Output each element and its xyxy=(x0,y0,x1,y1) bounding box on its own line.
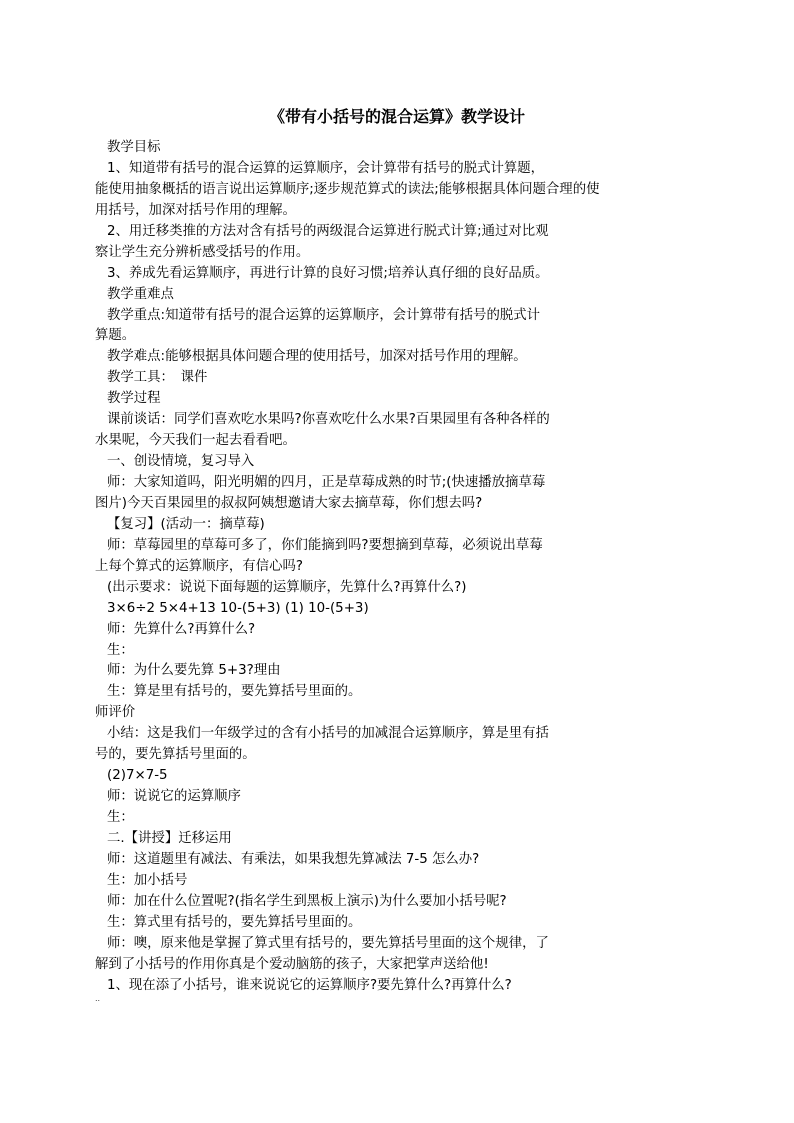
paragraph-line: 上每个算式的运算顺序，有信心吗? xyxy=(95,558,303,574)
paragraph-line: 能使用抽象概括的语言说出运算顺序;逐步规范算式的读法;能够根据具体问题合理的使 xyxy=(95,181,600,197)
paragraph-line: 师：先算什么?再算什么? xyxy=(107,621,256,637)
paragraph-line: 师：说说它的运算顺序 xyxy=(107,789,241,805)
paragraph-line: 师：这道题里有减法、有乘法，如果我想先算减法 7-5 怎么办? xyxy=(107,851,480,867)
paragraph-line: 2、用迁移类推的方法对含有括号的两级混合运算进行脱式计算;通过对比观 xyxy=(107,223,549,239)
paragraph-line: 教学工具： 课件 xyxy=(107,370,208,386)
paragraph-line: 【复习】(活动一：摘草莓) xyxy=(107,516,265,532)
paragraph-line: 生： xyxy=(107,642,134,658)
paragraph-line: 算题。 xyxy=(95,328,136,344)
paragraph-line: 图片)今天百果园里的叔叔阿姨想邀请大家去摘草莓，你们想去吗? xyxy=(95,495,483,511)
section-heading: 二.【讲授】迁移运用 xyxy=(107,830,232,846)
section-heading: 教学过程 xyxy=(107,391,161,407)
paragraph-line: 生：加小括号 xyxy=(107,872,188,888)
paragraph-line: 课前谈话：同学们喜欢吃水果吗?你喜欢吃什么水果?百果园里有各种各样的 xyxy=(107,412,550,428)
paragraph-line: 师：噢，原来他是掌握了算式里有括号的，要先算括号里面的这个规律，了 xyxy=(107,935,549,951)
paragraph-line: 1、现在添了小括号，谁来说说它的运算顺序?要先算什么?再算什么? xyxy=(107,977,512,993)
paragraph-line: 师：大家知道吗，阳光明媚的四月，正是草莓成熟的时节;(快速播放摘草莓 xyxy=(107,475,546,490)
paragraph-line: 察让学生充分辨析感受括号的作用。 xyxy=(95,244,310,260)
section-heading: 教学重难点 xyxy=(107,286,174,302)
document-title: 《带有小括号的混合运算》教学设计 xyxy=(268,107,525,126)
paragraph-line: 号的，要先算括号里面的。 xyxy=(95,747,256,763)
document-body xyxy=(95,138,715,996)
paragraph-line: (2)7×7-5 xyxy=(107,768,168,784)
paragraph-line: 3×6÷2 5×4+13 10-(5+3) (1) 10-(5+3) xyxy=(107,600,369,616)
paragraph-line: 师：为什么要先算 5+3?理由 xyxy=(107,663,281,679)
paragraph-line: 教学重点:知道带有括号的混合运算的运算顺序，会计算带有括号的脱式计 xyxy=(107,307,541,323)
paragraph-line: 用括号，加深对括号作用的理解。 xyxy=(95,202,296,218)
paragraph-line: 小结：这是我们一年级学过的含有小括号的加减混合运算顺序，算是里有括 xyxy=(107,726,549,742)
paragraph-line: 解到了小括号的作用你真是个爱动脑筋的孩子，大家把掌声送给他! xyxy=(95,956,489,972)
section-heading: 一、创设情境，复习导入 xyxy=(107,454,255,470)
paragraph-line: 师：草莓园里的草莓可多了，你们能摘到吗?要想摘到草莓，必须说出草莓 xyxy=(107,537,543,553)
paragraph-line: 教学难点:能够根据具体问题合理的使用括号，加深对括号作用的理解。 xyxy=(107,349,527,365)
paragraph-line: 师评价 xyxy=(95,705,136,721)
footer-mark: .. xyxy=(95,994,101,1003)
paragraph-line: 1、知道带有括号的混合运算的运算顺序，会计算带有括号的脱式计算题， xyxy=(107,160,545,176)
paragraph-line: 生： xyxy=(107,810,134,825)
section-heading: 教学目标 xyxy=(107,140,161,155)
paragraph-line: 生：算式里有括号的，要先算括号里面的。 xyxy=(107,914,362,930)
paragraph-line: (出示要求：说说下面每题的运算顺序，先算什么?再算什么?) xyxy=(107,579,467,595)
paragraph-line: 师：加在什么位置呢?(指名学生到黑板上演示)为什么要加小括号呢? xyxy=(107,893,507,909)
paragraph-line: 水果呢，今天我们一起去看看吧。 xyxy=(95,433,296,449)
paragraph-line: 生：算是里有括号的，要先算括号里面的。 xyxy=(107,684,362,700)
paragraph-line: 3、养成先看运算顺序，再进行计算的良好习惯;培养认真仔细的良好品质。 xyxy=(107,265,549,281)
